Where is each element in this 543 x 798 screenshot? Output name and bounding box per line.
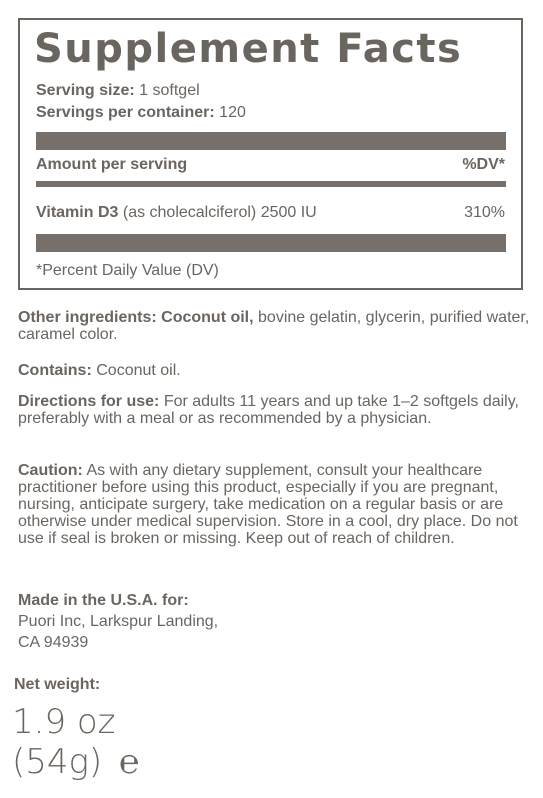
caution <box>18 462 533 547</box>
other-ingredients-text: bovine gelatin, glycerin, purified water, caramel color. <box>18 309 530 343</box>
nutrient-dv: 310% <box>464 204 505 221</box>
directions-text: For adults 11 years and up take 1–2 softgels daily, preferably with a meal or as recommended by a physician. <box>18 393 519 427</box>
contains-text: Coconut oil. <box>96 362 181 379</box>
thick-divider-bottom <box>36 234 506 252</box>
made-in-label: Made in the U.S.A. for: <box>18 592 189 609</box>
directions <box>18 393 533 427</box>
net-weight-value <box>12 702 139 782</box>
estimated-sign-icon: ℮ <box>119 742 140 782</box>
caution-text: As with any dietary supplement, consult your healthcare practitioner before using this product, especially if you are pregnant, nursing, anticipate surgery, take medication on a regular basis or are otherwise under medical supervision. Store in a cool, dry place. Do not use if seal is broken or missing. Keep out of reach of children. <box>18 462 518 547</box>
percent-dv-header: %DV* <box>462 156 505 173</box>
net-weight-grams: (54g) <box>12 742 103 782</box>
nutrient-row <box>36 204 317 222</box>
servings-per-container <box>36 104 246 122</box>
nutrient-detail: (as cholecalciferol) 2500 IU <box>122 204 317 221</box>
net-weight-grams-row <box>12 742 139 782</box>
thick-divider-top <box>36 132 506 150</box>
amount-per-serving-header: Amount per serving <box>36 156 188 173</box>
servings-per-label: Servings per container: <box>36 104 215 121</box>
medium-divider <box>36 181 506 187</box>
contains-label: Contains: <box>18 362 92 379</box>
address-line-2: CA 94939 <box>18 634 89 651</box>
contains <box>18 362 533 379</box>
serving-size-label: Serving size: <box>36 82 135 99</box>
net-weight-oz: 1.9 oz <box>12 702 116 742</box>
other-ingredients-label: Other ingredients: <box>18 309 157 326</box>
serving-size-value: 1 softgel <box>139 82 200 99</box>
address-line-1: Puori Inc, Larkspur Landing, <box>18 613 219 630</box>
manufacturer-info <box>18 590 218 653</box>
net-weight-label: Net weight: <box>14 676 101 693</box>
servings-per-value: 120 <box>219 104 246 121</box>
nutrient-name: Vitamin D3 <box>36 204 119 221</box>
dv-footnote: *Percent Daily Value (DV) <box>36 262 219 279</box>
caution-label: Caution: <box>18 462 83 479</box>
other-ingredients <box>18 309 533 343</box>
supplement-facts-panel <box>18 18 523 290</box>
other-ingredients-bold-item: Coconut oil, <box>161 309 254 326</box>
directions-label: Directions for use: <box>18 393 160 410</box>
facts-title: Supplement Facts <box>34 26 463 72</box>
serving-size <box>36 82 200 100</box>
